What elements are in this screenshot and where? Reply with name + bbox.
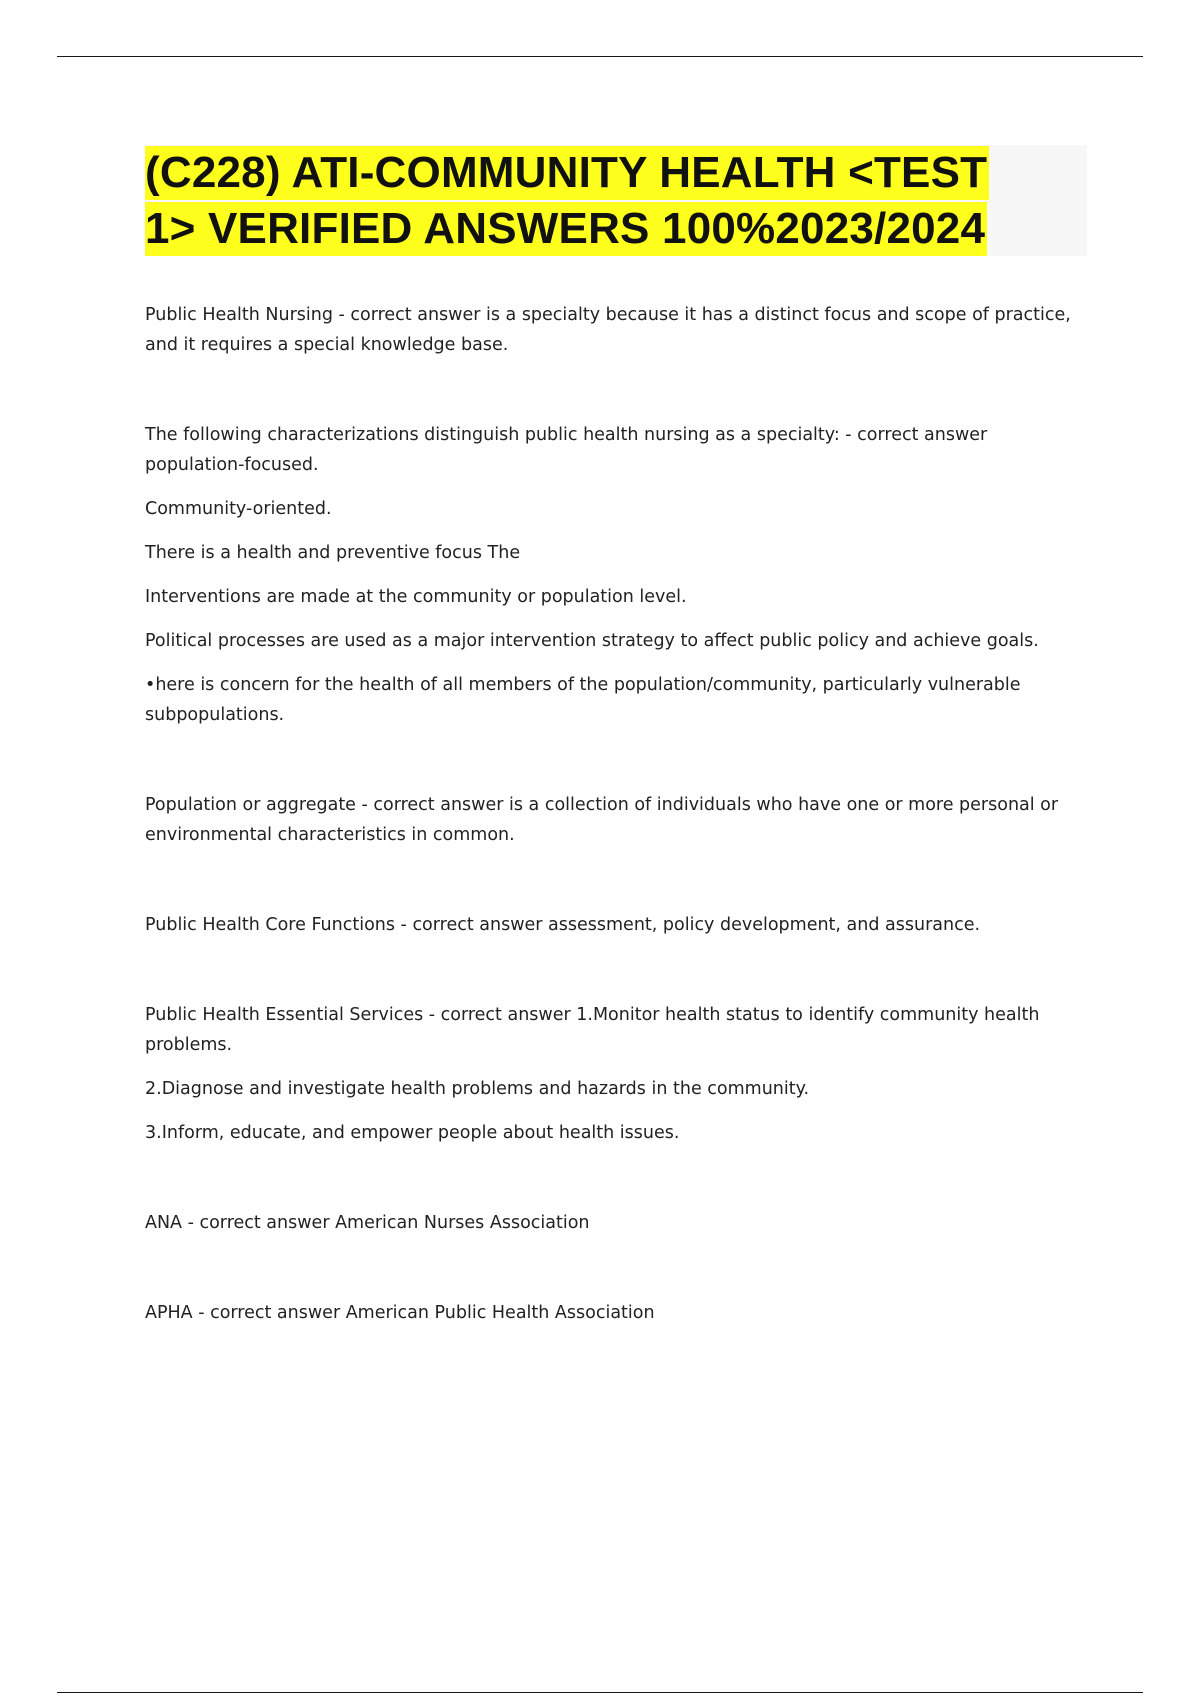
list-item-inform: 3.Inform, educate, and empower people about health issues. [145, 1123, 680, 1143]
header-rule [57, 56, 1143, 57]
list-item-interventions: Interventions are made at the community or population level. [145, 587, 687, 607]
paragraph-population-aggregate: Population or aggregate - correct answer is a collection of individuals who have one or more personal or environmental characteristics in common. [145, 795, 1059, 845]
paragraph-ana: ANA - correct answer American Nurses Association [145, 1213, 590, 1233]
document-title-line-2: 1> VERIFIED ANSWERS 100%2023/2024 [145, 202, 987, 256]
document-body [145, 300, 1090, 1328]
paragraph-essential-services: Public Health Essential Services - correct answer 1.Monitor health status to identify community health problems. [145, 1005, 1040, 1055]
paragraph-apha: APHA - correct answer American Public Health Association [145, 1303, 655, 1323]
list-item-preventive-focus: There is a health and preventive focus The [145, 543, 521, 563]
paragraph-characterizations: The following characterizations distinguish public health nursing as a specialty: - correct answer population-focused. [145, 425, 988, 475]
footer-rule [57, 1692, 1143, 1693]
list-item-political-processes: Political processes are used as a major intervention strategy to affect public policy and achieve goals. [145, 631, 1039, 651]
document-title-line-1: (C228) ATI-COMMUNITY HEALTH <TEST [145, 146, 989, 200]
paragraph-core-functions: Public Health Core Functions - correct answer assessment, policy development, and assurance. [145, 915, 981, 935]
list-item-diagnose: 2.Diagnose and investigate health problems and hazards in the community. [145, 1079, 810, 1099]
list-item-community-oriented: Community-oriented. [145, 499, 332, 519]
list-item-concern-for-health: •here is concern for the health of all members of the population/community, particularly vulnerable subpopulations. [145, 675, 1021, 725]
paragraph-public-health-nursing: Public Health Nursing - correct answer is a specialty because it has a distinct focus and scope of practice, and it requires a special knowledge base. [145, 305, 1071, 355]
